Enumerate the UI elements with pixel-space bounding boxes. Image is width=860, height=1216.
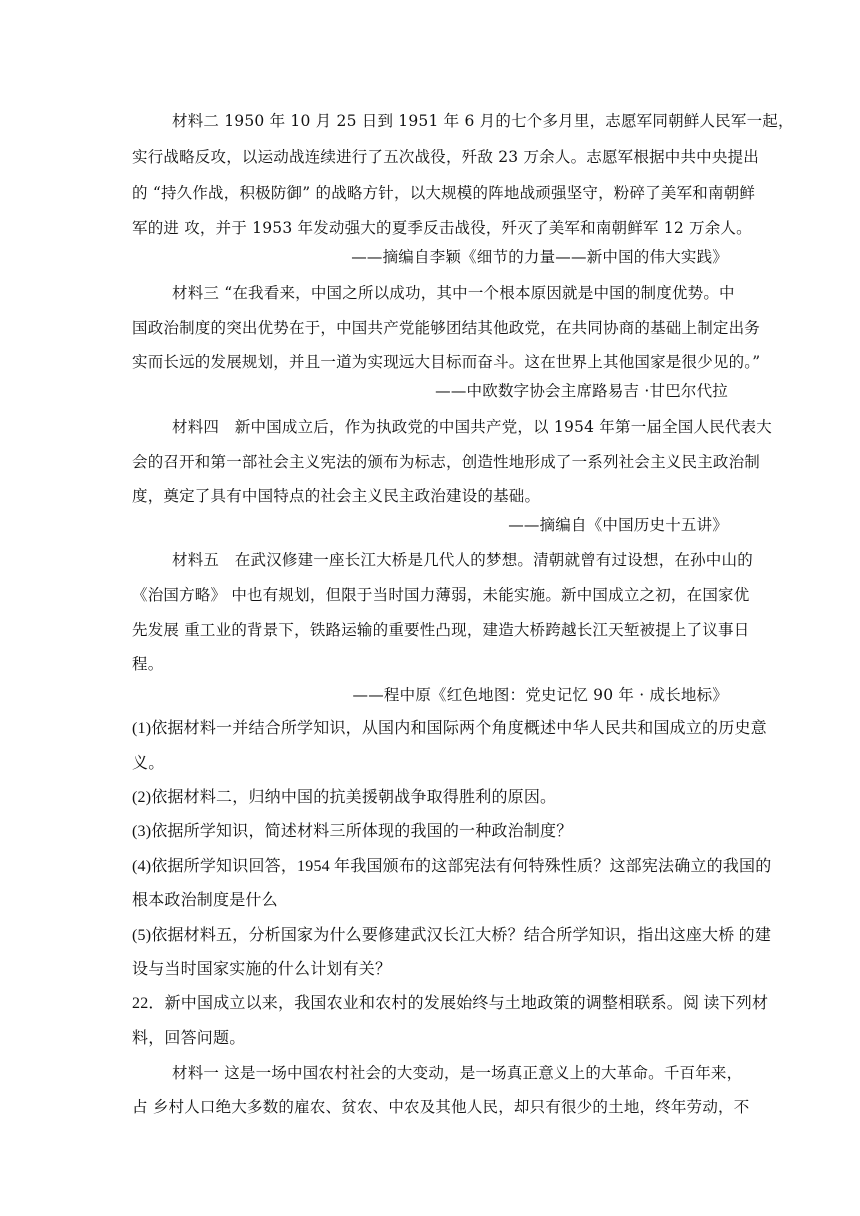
question-2: (2)依据材料二，归纳中国的抗美援朝战争取得胜利的原因。 <box>132 789 557 806</box>
q22-material1-line-1: 材料一 这是一场中国农村社会的大变动，是一场真正意义上的大革命。千百年来， <box>172 1064 743 1082</box>
question-3: (3)依据所学知识，简述材料三所体现的我国的一种政治制度？ <box>132 823 573 840</box>
material4-line-2: 会的召开和第一部社会主义宪法的颁布为标志，创造性地形成了一系列社会主义民主政治制 <box>132 453 761 471</box>
question-4-line-2: 根本政治制度是什么 <box>132 892 278 909</box>
question-22-line-2: 料，回答问题。 <box>132 1030 246 1047</box>
material4-line-1: 材料四 新中国成立后，作为执政党的中国共产党，以 1954 年第一届全国人民代表大 <box>172 418 773 436</box>
material2-source: ——摘编自李颖《细节的力量——新中国的伟大实践》 <box>351 248 728 266</box>
question-1-line-1: (1)依据材料一并结合所学知识，从国内和国际两个角度概述中华人民共和国成立的历史意 <box>132 720 767 737</box>
material5-source: ——程中原《红色地图：党史记忆 90 年 · 成长地标》 <box>352 686 728 704</box>
material2-line-2: 实行战略反攻，以运动战连续进行了五次战役，歼敌 23 万余人。志愿军根据中共中央提出 <box>132 148 759 166</box>
q22-material1-line-2: 占 乡村人口绝大多数的雇农、贫农、中农及其他人民，却只有很少的土地，终年劳动，不 <box>132 1098 750 1116</box>
question-5-line-2: 设与当时国家实施的什么计划有关？ <box>132 961 392 978</box>
question-1-line-2: 义。 <box>132 755 165 772</box>
question-4-line-1: (4)依据所学知识回答，1954 年我国颁布的这部宪法有何特殊性质？这部宪法确立的我国的 <box>132 858 772 875</box>
material3-line-1: 材料三 “在我看来，中国之所以成功，其中一个根本原因就是中国的制度优势。中 <box>172 284 735 302</box>
material3-line-2: 国政治制度的突出优势在于，中国共产党能够团结其他政党，在共同协商的基础上制定出务 <box>132 319 761 337</box>
material5-line-4: 程。 <box>132 655 164 673</box>
material4-source: ——摘编自《中国历史十五讲》 <box>508 516 728 534</box>
material4-line-3: 度，奠定了具有中国特点的社会主义民主政治建设的基础。 <box>132 487 541 505</box>
material5-line-3: 先发展 重工业的背景下，铁路运输的重要性凸现，建造大桥跨越长江天堑被提上了议事日 <box>132 621 750 639</box>
question-22-line-1: 22．新中国成立以来，我国农业和农村的发展始终与土地政策的调整相联系。阅 读下列材 <box>132 995 769 1012</box>
material3-source: ——中欧数字协会主席路易吉 ·甘巴尔代拉 <box>435 382 728 400</box>
material2-line-3: 的 “持久作战，积极防御” 的战略方针，以大规模的阵地战顽强坚守，粉碎了美军和南朝鲜 <box>132 184 756 202</box>
question-5-line-1: (5)依据材料五，分析国家为什么要修建武汉长江大桥？结合所学知识，指出这座大桥 的建 <box>132 927 772 944</box>
material3-line-3: 实而长远的发展规划，并且一道为实现远大目标而奋斗。这在世界上其他国家是很少见的。” <box>132 353 761 371</box>
material2-line-1: 材料二 1950 年 10 月 25 日到 1951 年 6 月的七个多月里，志愿军同朝鲜人民军一起， <box>172 112 794 130</box>
material2-line-4: 军的进 攻，并于 1953 年发动强大的夏季反击战役，歼灭了美军和南朝鲜军 12 万余人。 <box>132 219 752 237</box>
material5-line-1: 材料五 在武汉修建一座长江大桥是几代人的梦想。清朝就曾有过设想，在孙中山的 <box>172 551 753 569</box>
material5-line-2: 《治国方略》 中也有规划，但限于当时国力薄弱，未能实施。新中国成立之初，在国家优 <box>132 586 750 604</box>
